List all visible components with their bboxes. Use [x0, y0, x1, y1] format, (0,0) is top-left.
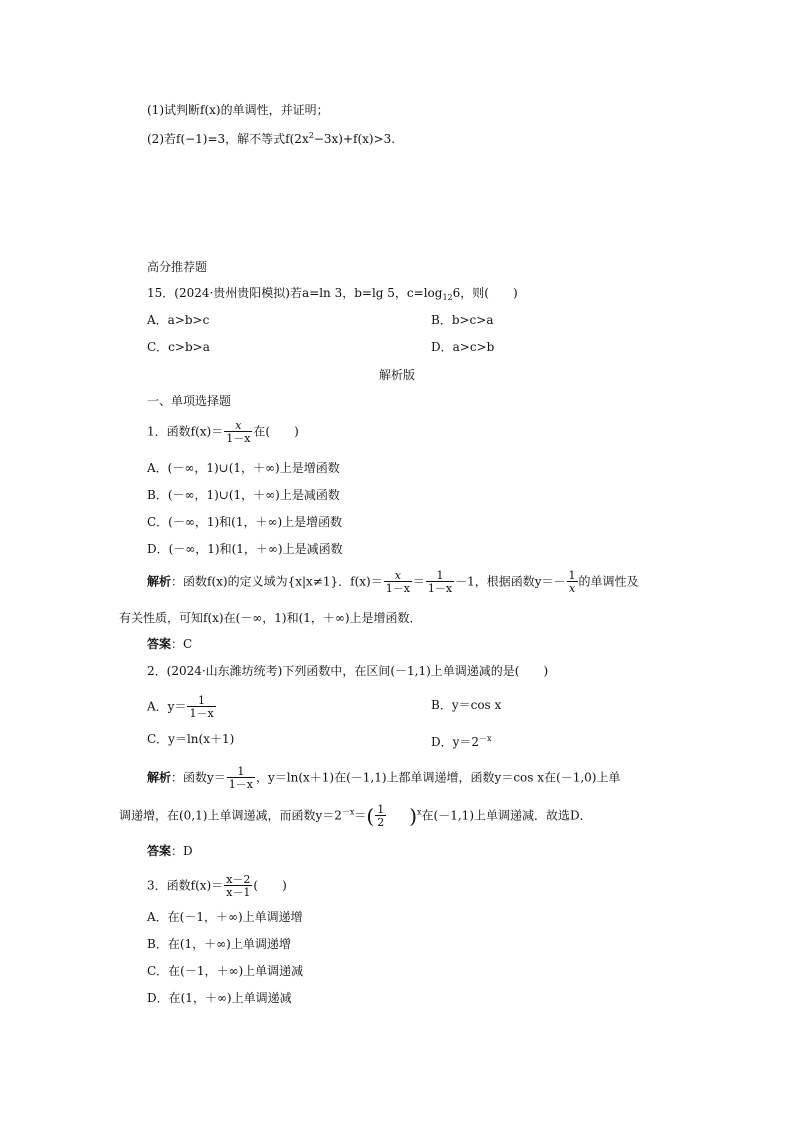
q15-option-c: C．c>b>a	[147, 340, 210, 354]
q15-option-a: A．a>b>c	[147, 313, 210, 327]
q1-solution-line2: 有关性质，可知f(x)在(－∞，1)和(1，＋∞)上是增函数．	[119, 611, 422, 625]
q2-option-a: A．y＝ $\frac{1}{1-x}$	[147, 694, 214, 720]
q2-option-b: B．y＝cos x	[431, 698, 502, 712]
q1-option-a: A．(－∞，1)∪(1，＋∞)上是增函数	[147, 461, 340, 475]
section-high-score: 高分推荐题	[147, 260, 208, 274]
q2-solution-line2: 调递增，在(0,1)上单调递减，而函数$y=2^{-x}=$( $\frac{1}{2}$ )$^x$在(－1,1)上单调递减．故选D．	[119, 803, 592, 829]
q2-stem: 2．(2024·山东潍坊统考)下列函数中，在区间(－1,1)上单调递减的是( )	[147, 664, 549, 678]
section-single-choice: 一、单项选择题	[147, 394, 232, 408]
q1-stem: 1．函数f(x)＝ $\frac{x}{1-x}$ 在( )	[147, 419, 299, 445]
pre-question-2: (2)若f(−1)=3，解不等式$f(2x^2-3x)+f(x)>3$.	[147, 131, 396, 146]
q1-option-d: D．(－∞，1)和(1，＋∞)上是减函数	[147, 542, 343, 556]
q1-answer: 答案：C	[147, 637, 193, 651]
q2-option-d: D．$y=2^{-x}$	[431, 734, 492, 749]
q3-option-b: B．在(1，＋∞)上单调递增	[147, 937, 291, 951]
q3-option-c: C．在(－1，＋∞)上单调递减	[147, 964, 304, 978]
q2-option-c: C．y＝ln(x＋1)	[147, 732, 235, 746]
analysis-title: 解析版	[378, 368, 415, 382]
q1-option-b: B．(－∞，1)∪(1，＋∞)上是减函数	[147, 488, 340, 502]
q1-solution: 解析：函数f(x)的定义域为{x|x≠1}．f(x)＝ $\frac{x}{1-x}$ ＝ $\frac{1}{1-x}$ －1，根据函数y＝－ $\frac{1}{x}$ 的单调性及	[147, 569, 639, 595]
q3-option-a: A．在(－1，＋∞)上单调递增	[147, 910, 303, 924]
q15-stem: 15．(2024·贵州贵阳模拟)若a=ln 3，b=lg 5，$c=\log_{12}6$，则( )	[147, 286, 518, 302]
q1-option-c: C．(－∞，1)和(1，＋∞)上是增函数	[147, 515, 343, 529]
q15-option-b: B．b>c>a	[431, 313, 494, 327]
q15-option-d: D．a>c>b	[431, 340, 495, 354]
q3-stem: 3．函数f(x)＝ $\frac{x-2}{x-1}$ ( )	[147, 873, 287, 899]
q2-solution: 解析：函数y＝ $\frac{1}{1-x}$ ，y＝ln(x＋1)在(－1,1)上都单调递增，函数y＝cos x在(－1,0)上单	[147, 765, 621, 791]
q3-option-d: D．在(1，＋∞)上单调递减	[147, 991, 292, 1005]
pre-question-1: (1)试判断f(x)的单调性，并证明；	[147, 103, 329, 117]
q2-answer: 答案：D	[147, 844, 193, 858]
